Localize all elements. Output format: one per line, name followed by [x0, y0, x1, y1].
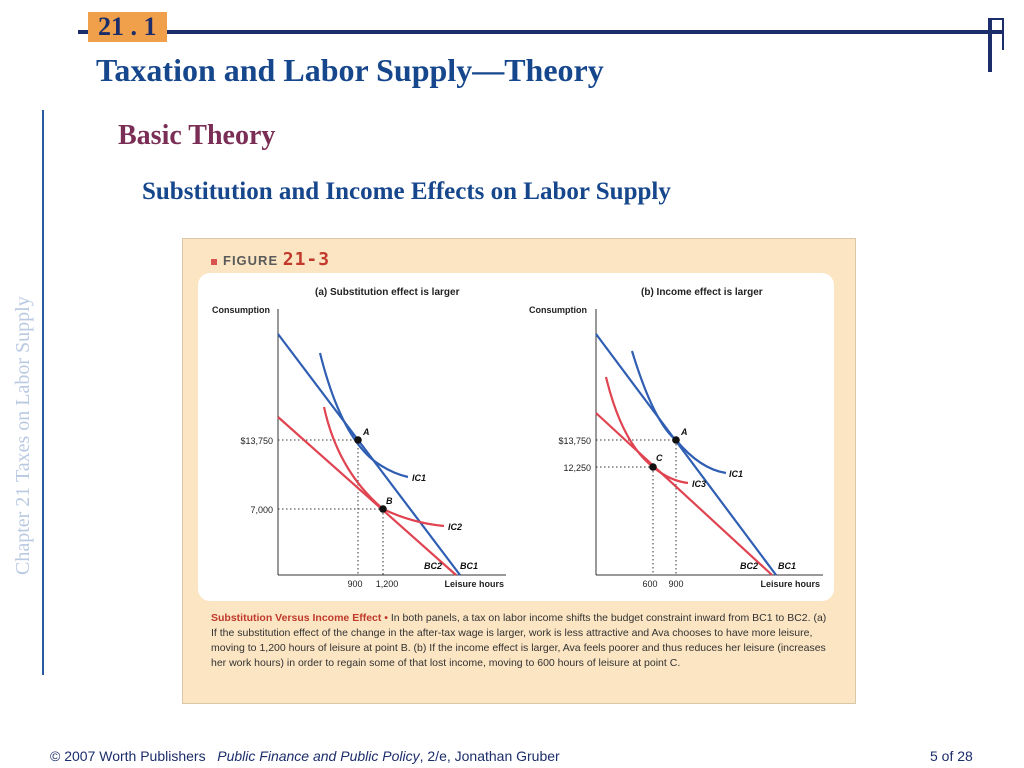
chart-b-bc2-line [596, 413, 772, 575]
chart-b-bc2-label: BC2 [740, 561, 759, 571]
chart-b-point-a [672, 436, 680, 444]
chart-a-ic1-label: IC1 [412, 473, 427, 483]
chart-a-ic2-label: IC2 [448, 522, 463, 532]
chart-a-bc1-line [278, 334, 463, 575]
chart-a-ic1-curve [320, 353, 408, 477]
chart-b-xtick-1: 600 [642, 579, 658, 589]
chart-a-title: (a) Substitution effect is larger [315, 287, 460, 298]
figure-caption-text: In both panels, a tax on labor income shifts the budget constraint inward from BC1 to BC2. (a) If the substitution effect of the change in the after-tax wage is larger, work is less attractive and Ava chooses to have more leisure, moving to 1,200 hours of leisure at point B. (b) If the income effect is larger, Ava feels poorer and thus reduces her leisure (increases her work hours) in order to regain some of that lost income, moving to 600 hours of leisure at point C. [211, 612, 827, 669]
chart-a-ylabel: Consumption [212, 305, 270, 315]
figure-label [211, 249, 330, 270]
figure-caption-title: Substitution Versus Income Effect • [211, 612, 388, 624]
chart-b-point-a-label: A [681, 427, 688, 437]
chart-a-bc2-line [278, 417, 456, 575]
chart-a-ytick-2: 7,000 [250, 505, 273, 515]
chart-a-xtick-2: 1,200 [375, 579, 399, 589]
footer-copyright: © 2007 Worth Publishers [50, 748, 206, 764]
chart-b-ic1-curve [632, 351, 726, 473]
chart-a-xtick-1: 900 [347, 579, 363, 589]
section-heading: Basic Theory [118, 120, 276, 151]
slide-title: Taxation and Labor Supply—Theory [96, 52, 604, 88]
header-rule [78, 30, 1002, 34]
figure-bullet-icon [211, 259, 217, 265]
chart-b-xlabel: Leisure hours [760, 579, 820, 589]
sidebar-chapter-label: Chapter 21 Taxes on Labor Supply [12, 296, 34, 575]
chart-b-title: (b) Income effect is larger [641, 287, 763, 298]
chart-b-ytick-1: $13,750 [558, 436, 591, 446]
footer-book-title: Public Finance and Public Policy [217, 748, 420, 764]
chart-a-point-a-label: A [363, 427, 370, 437]
chart-a-bc2-label: BC2 [424, 561, 443, 571]
header-rule-vertical [988, 18, 992, 72]
figure-number: 21-3 [282, 249, 331, 270]
section-number: 21 . 1 [88, 12, 167, 42]
chart-a-bc1-label: BC1 [460, 561, 479, 571]
figure-panel [198, 273, 834, 601]
chart-b-point-c-label: C [656, 453, 663, 463]
footer-credits [50, 748, 560, 764]
chart-b-point-c [649, 463, 657, 471]
chart-a-point-b-label: B [386, 496, 393, 506]
figure-caption [211, 611, 831, 671]
header-frame-corner [992, 18, 1004, 50]
chart-a-point-b [379, 505, 387, 513]
figure-label-text: FIGURE [223, 253, 279, 268]
sidebar-rule [42, 110, 44, 675]
chart-b-ytick-2: 12,250 [563, 463, 591, 473]
chart-b-ylabel: Consumption [529, 305, 587, 315]
chart-b-bc1-label: BC1 [778, 561, 797, 571]
chart-b [529, 287, 823, 589]
page-indicator: 5 of 28 [930, 748, 973, 764]
chart-b-ic3-label: IC3 [692, 479, 707, 489]
chart-a-xlabel: Leisure hours [444, 579, 504, 589]
footer-edition-author: , 2/e, Jonathan Gruber [419, 748, 560, 764]
subsection-heading: Substitution and Income Effects on Labor Supply [142, 178, 671, 205]
chart-a [212, 287, 506, 589]
figure-box [182, 238, 856, 704]
chart-b-ic1-label: IC1 [729, 469, 744, 479]
figure-charts-svg [198, 273, 834, 601]
chart-a-point-a [354, 436, 362, 444]
chart-b-xtick-2: 900 [668, 579, 684, 589]
chart-b-bc1-line [596, 334, 776, 575]
chart-a-ytick-1: $13,750 [240, 436, 273, 446]
